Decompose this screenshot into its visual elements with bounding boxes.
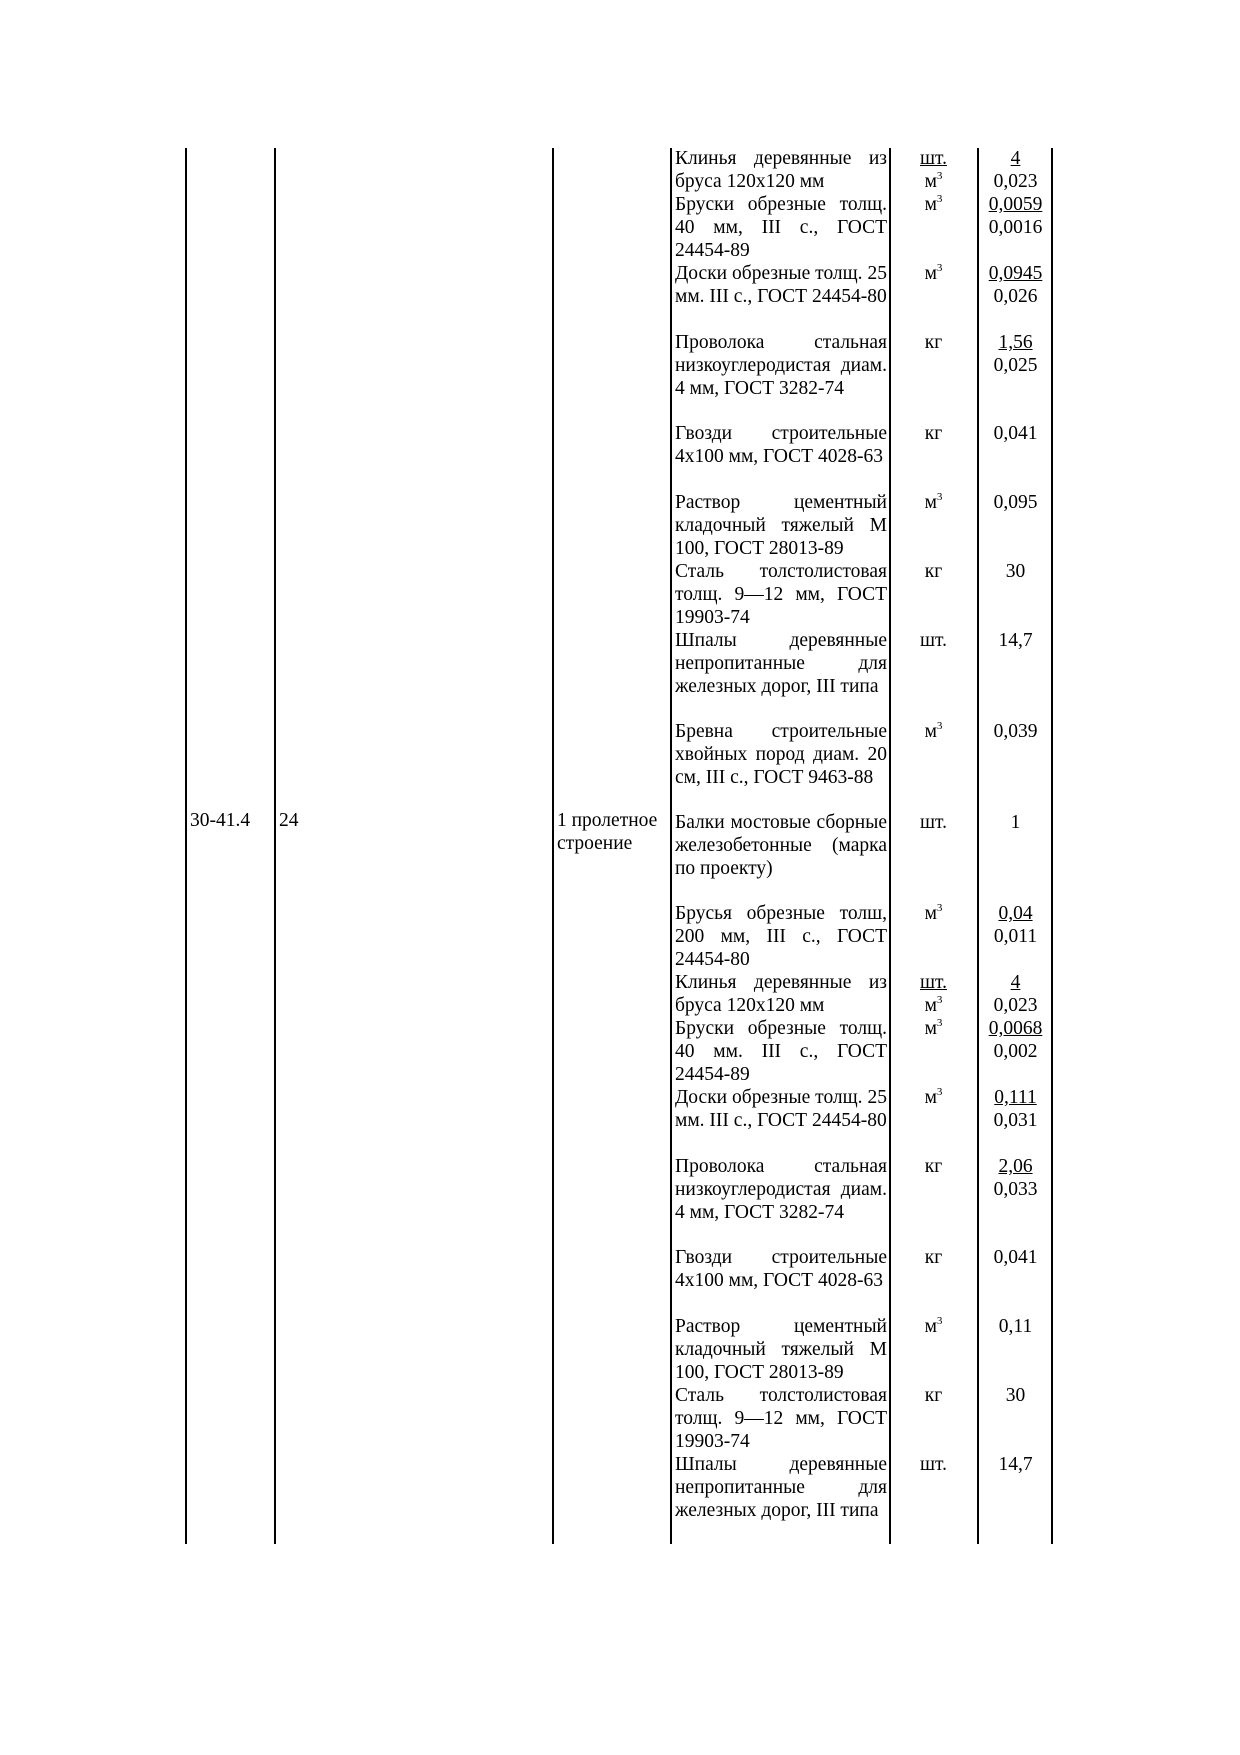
- unit-exponent: 3: [936, 993, 943, 1006]
- quantity-cell: [979, 332, 1052, 378]
- resource-name: Сталь толстолистовая толщ. 9—12 мм, ГОСТ 19903-74: [675, 561, 887, 628]
- table-column-divider: [552, 148, 554, 1544]
- unit-text: м: [924, 903, 937, 924]
- measure-unit-object: 1 пролетное строение: [557, 810, 658, 854]
- resource-name: Сталь толстолистовая толщ. 9—12 мм, ГОСТ 19903-74: [675, 1385, 887, 1452]
- quantity-value: 2,06: [998, 1156, 1033, 1177]
- quantity-value: 0,0059: [988, 194, 1043, 215]
- unit-cell: [892, 561, 975, 584]
- quantity-cell: [979, 1385, 1052, 1408]
- unit-cell: [892, 1454, 975, 1477]
- unit-text: шт.: [920, 812, 947, 833]
- unit-exponent: 3: [936, 193, 943, 205]
- unit-cell: [892, 903, 975, 926]
- unit-text: кг: [924, 561, 943, 582]
- quantity-value: 0,031: [993, 1109, 1038, 1131]
- quantity-value: 0,025: [993, 354, 1038, 376]
- quantity-value: 4: [1010, 972, 1021, 993]
- quantity-value: 0,111: [994, 1087, 1037, 1108]
- resource-name: Доски обрезные толщ. 25 мм. III с., ГОСТ 24454-80: [675, 263, 887, 307]
- table-column-divider: [274, 148, 276, 1544]
- resource-name: Раствор цементный кладочный тяжелый М 100, ГОСТ 28013-89: [675, 1316, 887, 1383]
- unit-cell: [892, 721, 975, 744]
- unit-cell: [892, 630, 975, 653]
- resource-name: Доски обрезные толщ. 25 мм. III с., ГОСТ 24454-80: [675, 1087, 887, 1131]
- unit-cell: [892, 972, 975, 1018]
- unit-text: м: [924, 1316, 937, 1337]
- unit-text: шт.: [920, 148, 947, 169]
- unit-cell: [892, 1247, 975, 1270]
- unit-text: м: [924, 263, 937, 284]
- unit-text: кг: [924, 1247, 943, 1268]
- unit-exponent: 3: [936, 1315, 943, 1327]
- quantity-cell: [979, 1316, 1052, 1339]
- unit-cell: [892, 423, 975, 446]
- unit-text: кг: [924, 332, 943, 353]
- resource-name: Брусья обрезные толш, 200 мм, III с., ГОСТ 24454-80: [675, 903, 887, 970]
- unit-text: м: [924, 994, 937, 1016]
- unit-cell: [892, 194, 975, 217]
- resource-name: Проволока стальная низкоуглеродистая диам. 4 мм, ГОСТ 3282-74: [675, 1156, 887, 1223]
- unit-text: шт.: [920, 1454, 947, 1475]
- unit-cell: [892, 332, 975, 355]
- resource-name: Шпалы деревянные непропитанные для железных дорог, III типа: [675, 630, 887, 697]
- unit-text: м: [924, 194, 937, 215]
- quantity-value: 0,11: [998, 1316, 1033, 1337]
- unit-text: м: [924, 1087, 937, 1108]
- unit-exponent: 3: [936, 169, 943, 182]
- item-number: 24: [279, 810, 299, 831]
- quantity-cell: [979, 148, 1052, 194]
- resource-name: Балки мостовые сборные железобетонные (марка по проекту): [675, 812, 887, 879]
- quantity-cell: [979, 561, 1052, 584]
- unit-text: шт.: [920, 972, 947, 993]
- unit-text: м: [924, 1018, 937, 1039]
- unit-cell: [892, 1316, 975, 1339]
- unit-exponent: 3: [936, 1086, 943, 1098]
- quantity-value: 0,039: [993, 721, 1038, 742]
- resource-name: Шпалы деревянные непропитанные для железных дорог, III типа: [675, 1454, 887, 1521]
- quantity-value: 14,7: [998, 1454, 1033, 1475]
- quantity-value: 0,041: [993, 1247, 1038, 1268]
- quantity-value: 0,026: [993, 285, 1038, 307]
- unit-exponent: 3: [936, 902, 943, 914]
- unit-cell: [892, 1018, 975, 1041]
- quantity-cell: [979, 1156, 1052, 1202]
- unit-text: м: [924, 721, 937, 742]
- quantity-value: 0,011: [993, 925, 1038, 947]
- quantity-value: 0,04: [998, 903, 1033, 924]
- resource-name: Гвозди строительные 4х100 мм, ГОСТ 4028-63: [675, 423, 887, 467]
- quantity-cell: [979, 1247, 1052, 1270]
- unit-text: шт.: [920, 630, 947, 651]
- quantity-value: 0,033: [993, 1178, 1038, 1200]
- table-column-divider: [670, 148, 672, 1544]
- unit-text: кг: [924, 1156, 943, 1177]
- quantity-cell: [979, 1018, 1052, 1064]
- quantity-value: 0,0945: [988, 263, 1043, 284]
- quantity-cell: [979, 972, 1052, 1018]
- quantity-cell: [979, 1454, 1052, 1477]
- quantity-cell: [979, 263, 1052, 309]
- table-border-left: [185, 148, 187, 1544]
- quantity-cell: [979, 903, 1052, 949]
- quantity-cell: [979, 423, 1052, 446]
- quantity-cell: [979, 1087, 1052, 1133]
- unit-exponent: 3: [936, 262, 943, 274]
- resource-name: Бревна строительные хвойных пород диам. 20 см, III с., ГОСТ 9463-88: [675, 721, 887, 788]
- quantity-value: 0,0068: [988, 1018, 1043, 1039]
- quantity-value: 1,56: [998, 332, 1033, 353]
- quantity-value: 30: [1005, 561, 1026, 582]
- quantity-value: 0,023: [993, 170, 1038, 192]
- norm-code: 30-41.4: [190, 810, 251, 831]
- quantity-cell: [979, 492, 1052, 515]
- quantity-value: 0,041: [993, 423, 1038, 444]
- quantity-value: 0,0016: [988, 216, 1043, 238]
- unit-cell: [892, 1156, 975, 1179]
- resource-name: Бруски обрезные толщ. 40 мм. III с., ГОСТ 24454-89: [675, 1018, 887, 1085]
- unit-cell: [892, 148, 975, 194]
- quantity-value: 30: [1005, 1385, 1026, 1406]
- table-column-divider: [889, 148, 891, 1544]
- resource-name: Бруски обрезные толщ. 40 мм, III с., ГОСТ 24454-89: [675, 194, 887, 261]
- resource-name: Раствор цементный кладочный тяжелый М 100, ГОСТ 28013-89: [675, 492, 887, 559]
- quantity-cell: [979, 630, 1052, 653]
- quantity-cell: [979, 194, 1052, 240]
- unit-cell: [892, 263, 975, 286]
- unit-exponent: 3: [936, 491, 943, 503]
- unit-cell: [892, 1087, 975, 1110]
- unit-cell: [892, 812, 975, 835]
- quantity-value: 14,7: [998, 630, 1033, 651]
- unit-cell: [892, 1385, 975, 1408]
- unit-text: кг: [924, 423, 943, 444]
- unit-text: кг: [924, 1385, 943, 1406]
- resource-name: Гвозди строительные 4х100 мм, ГОСТ 4028-63: [675, 1247, 887, 1291]
- unit-text: м: [924, 170, 937, 192]
- unit-exponent: 3: [936, 1017, 943, 1029]
- unit-text: м: [924, 492, 937, 513]
- quantity-cell: [979, 812, 1052, 835]
- quantity-value: 4: [1010, 148, 1021, 169]
- quantity-value: 0,002: [993, 1040, 1038, 1062]
- quantity-cell: [979, 721, 1052, 744]
- unit-exponent: 3: [936, 720, 943, 732]
- resource-name: Клинья деревянные из бруса 120х120 мм: [675, 972, 887, 1016]
- quantity-value: 0,095: [993, 492, 1038, 513]
- resource-name: Проволока стальная низкоуглеродистая диам. 4 мм, ГОСТ 3282-74: [675, 332, 887, 399]
- quantity-value: 0,023: [993, 994, 1038, 1016]
- unit-cell: [892, 492, 975, 515]
- resource-name: Клинья деревянные из бруса 120х120 мм: [675, 148, 887, 192]
- quantity-value: 1: [1010, 812, 1021, 833]
